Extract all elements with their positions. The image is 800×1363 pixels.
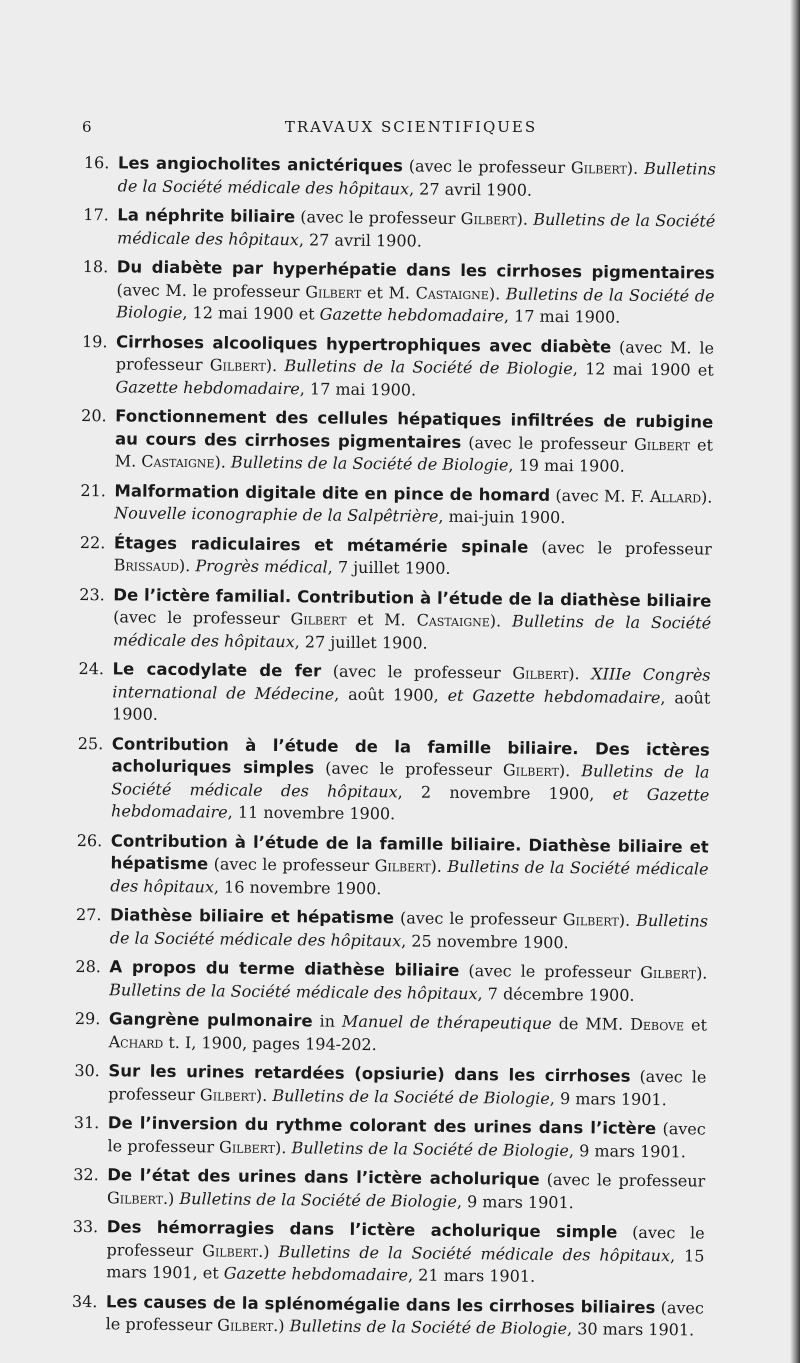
author-name: Gilbert.	[202, 1240, 264, 1261]
entry-text: , 30 mars 1901.	[566, 1319, 695, 1340]
author-name: Gilbert	[199, 1084, 257, 1105]
entry-text: ).	[618, 910, 637, 930]
entry-number: 29.	[74, 1008, 101, 1029]
entry-text: (avec le professeur	[105, 1297, 705, 1335]
entry-text: (avec M. F.	[549, 485, 650, 506]
entry-text: (avec le professeur	[208, 854, 375, 876]
entry-text: ).	[488, 283, 507, 303]
running-title: TRAVAUX SCIENTIFIQUES	[284, 118, 538, 136]
entry-title: Étages radiculaires et métamérie spinale	[113, 532, 529, 557]
entry-title: Gangrène pulmonaire	[108, 1009, 313, 1031]
entry-number: 32.	[73, 1164, 99, 1185]
bibliography-list	[72, 152, 716, 1349]
entry-title: Des hémorragies dans l’ictère acholurique simple	[106, 1217, 618, 1242]
publication-name: Bulletins de la Société médicale des hôpitaux	[109, 979, 478, 1003]
entry-text: , 12 mai 1900 et	[182, 303, 320, 324]
publication-name: XIIIe Congrès international de Médecine	[112, 664, 711, 704]
author-name: Gilbert	[502, 760, 559, 781]
entry-text: ).	[558, 761, 582, 781]
author-name: Gilbert	[209, 355, 266, 375]
author-name: Achard	[108, 1031, 164, 1052]
bibliography-entry	[74, 1060, 706, 1112]
entry-text: (avec M. le professeur	[115, 337, 715, 375]
author-name: Gilbert	[633, 434, 691, 454]
entry-title: De l’inversion du rythme colorant des urines dans l’ictère	[107, 1113, 657, 1139]
publication-name: Bulletins de la Société de Biologie	[230, 452, 509, 475]
publication-name: Gazette hebdomadaire	[223, 1263, 409, 1285]
entry-text: ).	[700, 486, 713, 507]
bibliography-entry	[78, 658, 711, 732]
entry-text: , 27 avril 1900.	[298, 229, 422, 251]
bibliography-entry	[81, 405, 714, 479]
publication-name: Nouvelle iconographie de la Salpêtrière	[114, 503, 439, 526]
entry-text: et M.	[361, 282, 416, 302]
entry-title: Du diabète par hyperhépatie dans les cirrhoses pigmentaires	[116, 257, 715, 283]
entry-text: et M.	[114, 434, 714, 471]
entry-number: 18.	[82, 256, 109, 277]
entry-text: , 9 mars 1901.	[568, 1140, 686, 1161]
entry-number: 31.	[73, 1112, 100, 1133]
publication-name: Bulletins de la Société médicale des hôpitaux	[109, 910, 709, 950]
entry-text: ).	[178, 556, 196, 576]
entry-number: 16.	[83, 152, 110, 173]
entry-text: , 12 mai 1900 et	[572, 359, 714, 380]
author-name: Gilbert	[460, 208, 517, 229]
entry-number: 20.	[81, 405, 107, 426]
publication-name: Bulletins de la Société de Biologie	[291, 1137, 570, 1160]
entry-text: (avec le professeur	[402, 156, 571, 178]
entry-text: ).	[265, 355, 285, 376]
entry-number: 27.	[75, 904, 102, 925]
entry-text: ).	[274, 1137, 292, 1157]
entry-text: , 7 décembre 1900.	[477, 983, 635, 1005]
publication-name: et Gazette hebdomadaire	[111, 784, 710, 822]
publication-name: Bulletins de la Société médicale des hôpitaux	[117, 209, 716, 249]
entry-title: De l’état des urines dans l’ictère acholurique	[107, 1165, 540, 1189]
publication-name: Bulletins de la Société de Biologie	[179, 1188, 457, 1211]
entry-text: , 9 mars 1901.	[549, 1088, 667, 1109]
entry-title: Sur les urines retardées (opsiurie) dans les cirrhoses	[108, 1061, 631, 1086]
author-name: Gilbert	[374, 856, 431, 876]
publication-name: Bulletins de la Société médicale des hôpitaux	[110, 856, 709, 896]
entry-text: (avec le professeur	[113, 607, 291, 629]
entry-number: 33.	[72, 1216, 99, 1237]
publication-name: Gazette hebdomadaire	[115, 376, 300, 398]
entry-number: 24.	[78, 658, 105, 679]
author-name: Gilbert	[305, 281, 362, 302]
entry-text: ).	[430, 856, 448, 876]
entry-number: 17.	[83, 204, 109, 225]
entry-number: 25.	[77, 733, 104, 753]
bibliography-entry	[73, 1112, 705, 1164]
publication-name: Bulletins de la Société de Biologie	[272, 1085, 550, 1108]
entry-title: Les angiocholites anictériques	[117, 153, 404, 176]
publication-name: Bulletins de la Société de Biologie	[116, 283, 715, 323]
entry-text: (avec le professeur	[107, 1119, 706, 1156]
entry-title: Le cacodylate de fer	[112, 659, 322, 681]
author-name: Gilbert	[640, 962, 697, 983]
author-name: Gilbert	[570, 158, 627, 178]
bibliography-entry	[77, 732, 710, 829]
publication-name: Bulletins de la Société médicale des hôpitaux	[278, 1241, 671, 1265]
entry-text: de MM.	[551, 1013, 631, 1034]
entry-text: , 21 mars 1901.	[407, 1265, 536, 1286]
bibliography-entry	[82, 256, 715, 330]
page-header	[82, 118, 740, 140]
entry-title: Cirrhoses alcooliques hypertrophiques avec diabète	[115, 331, 612, 357]
entry-text: (avec le professeur	[393, 908, 563, 930]
entry-text: , 11 novembre 1900.	[227, 802, 396, 824]
author-name: Brissaud	[113, 555, 180, 576]
author-name: Gilbert.	[217, 1315, 279, 1336]
bibliography-entry	[76, 829, 709, 903]
entry-text: t. I, 1900, pages 194-202.	[163, 1032, 377, 1054]
entry-text: , 17 mai 1900.	[503, 306, 621, 327]
entry-text: ).	[568, 664, 592, 684]
entry-title: Contribution à l’étude de la famille biliaire. Diathèse biliaire et hépatisme	[110, 830, 709, 874]
entry-number: 34.	[71, 1291, 98, 1311]
bibliography-entry	[72, 1290, 704, 1342]
entry-text: )	[263, 1241, 279, 1261]
entry-text: , 19 mai 1900.	[508, 455, 625, 476]
author-name: Gilbert	[219, 1136, 276, 1157]
publication-name: Bulletins de la Société de Biologie	[289, 1316, 568, 1339]
entry-number: 30.	[74, 1060, 100, 1081]
entry-text: (avec le professeur	[108, 1066, 707, 1104]
entry-text: (avec le professeur	[461, 432, 635, 454]
entry-text: ).	[516, 209, 534, 229]
bibliography-entry	[80, 479, 712, 531]
publication-name: Bulletins de la Société médicale des hôpitaux	[117, 158, 716, 198]
publication-name: Bulletins de la Société de Biologie	[284, 356, 573, 379]
entry-number: 23.	[79, 584, 105, 604]
publication-name: Bulletins de la Société médicale des hôpitaux	[112, 611, 712, 651]
entry-text: (avec le professeur	[314, 758, 504, 780]
publication-name: Progrès médical	[195, 556, 328, 577]
publication-name: Gazette hebdomadaire	[319, 304, 505, 326]
bibliography-entry	[80, 531, 712, 583]
bibliography-entry	[83, 204, 715, 256]
entry-text: , 27 avril 1900.	[408, 178, 533, 200]
entry-text: in	[312, 1011, 343, 1031]
entry-title: De l’ictère familial. Contribution à l’étude de la diathèse biliaire	[113, 584, 712, 611]
entry-title: A propos du terme diathèse biliaire	[109, 957, 460, 980]
entry-text: ).	[489, 611, 513, 631]
bibliography-entry	[79, 583, 712, 657]
entry-text: )	[278, 1316, 290, 1336]
entry-number: 26.	[76, 830, 103, 850]
entry-text: (avec le professeur	[459, 960, 641, 982]
entry-text: (avec le professeur	[321, 661, 513, 683]
entry-text: , 7 juillet 1900.	[327, 557, 451, 578]
entry-text: et	[683, 1015, 708, 1035]
author-name: Gilbert	[512, 663, 569, 684]
entry-text: ).	[696, 963, 708, 983]
entry-number: 19.	[81, 331, 108, 351]
entry-text: , août 1900.	[112, 687, 711, 724]
bibliography-entry	[72, 1216, 705, 1290]
bibliography-entry	[73, 1164, 705, 1216]
entry-text: (avec le professeur	[528, 537, 712, 559]
author-name: Allard	[649, 486, 702, 506]
entry-text: , mai-juin 1900.	[438, 506, 566, 528]
entry-text: )	[168, 1188, 180, 1208]
entry-text: , 2 novembre 1900,	[397, 781, 613, 804]
bibliography-entry	[84, 152, 716, 204]
entry-text: (avec le professeur	[106, 1222, 705, 1260]
bibliography-entry	[81, 330, 714, 404]
entry-title: Diathèse biliaire et hépatisme	[109, 905, 395, 928]
entry-text: , 17 mai 1900.	[299, 378, 417, 399]
entry-text: (avec le professeur	[539, 1169, 706, 1191]
entry-text: , 9 mars 1901.	[456, 1191, 574, 1212]
entry-number: 28.	[75, 956, 102, 977]
entry-text: , 27 juillet 1900.	[294, 631, 428, 653]
author-name: Debove	[630, 1014, 685, 1035]
entry-text: ).	[214, 452, 232, 472]
author-name: Castaigne	[416, 610, 490, 631]
page-edge-shadow	[790, 0, 800, 1363]
page-number: 6	[82, 118, 92, 136]
entry-title: Contribution à l’étude de la famille biliaire. Des ictères acholuriques simples	[111, 733, 710, 778]
entry-text: , 25 novembre 1900.	[401, 930, 569, 952]
author-name: Castaigne	[415, 282, 489, 303]
author-name: Gilbert	[562, 910, 619, 930]
entry-title: La néphrite biliaire	[117, 205, 296, 227]
entry-text: (avec le professeur	[294, 207, 461, 228]
entry-number: 22.	[79, 532, 106, 552]
entry-text: , 16 novembre 1900.	[213, 876, 382, 898]
author-name: Gilbert.	[106, 1187, 169, 1208]
author-name: Gilbert	[290, 609, 347, 629]
entry-text: ).	[626, 158, 645, 178]
publication-name: Bulletins de la Société médicale des hôpitaux	[111, 761, 710, 801]
bibliography-entry	[75, 1008, 707, 1060]
entry-text: et M.	[346, 609, 417, 630]
entry-text: , 15 mars 1901, et	[106, 1245, 705, 1283]
bibliography-entry	[76, 904, 708, 956]
author-name: Castaigne	[141, 451, 215, 472]
entry-text: (avec M. le professeur	[116, 279, 306, 301]
entry-title: Malformation digitale dite en pince de homard	[114, 480, 551, 505]
bibliography-entry	[75, 956, 707, 1008]
entry-text: , août 1900,	[334, 684, 448, 705]
publication-name: Manuel de thérapeutique	[341, 1011, 552, 1033]
entry-number: 21.	[80, 480, 107, 500]
entry-text: ).	[255, 1085, 273, 1105]
entry-title: Fonctionnement des cellules hépatiques infiltrées de rubigine au cours des cirrhoses pigmentaires	[114, 406, 714, 452]
publication-name: et Gazette hebdomadaire	[447, 685, 661, 707]
entry-title: Les causes de la splénomégalie dans les cirrhoses biliaires	[105, 1291, 656, 1317]
